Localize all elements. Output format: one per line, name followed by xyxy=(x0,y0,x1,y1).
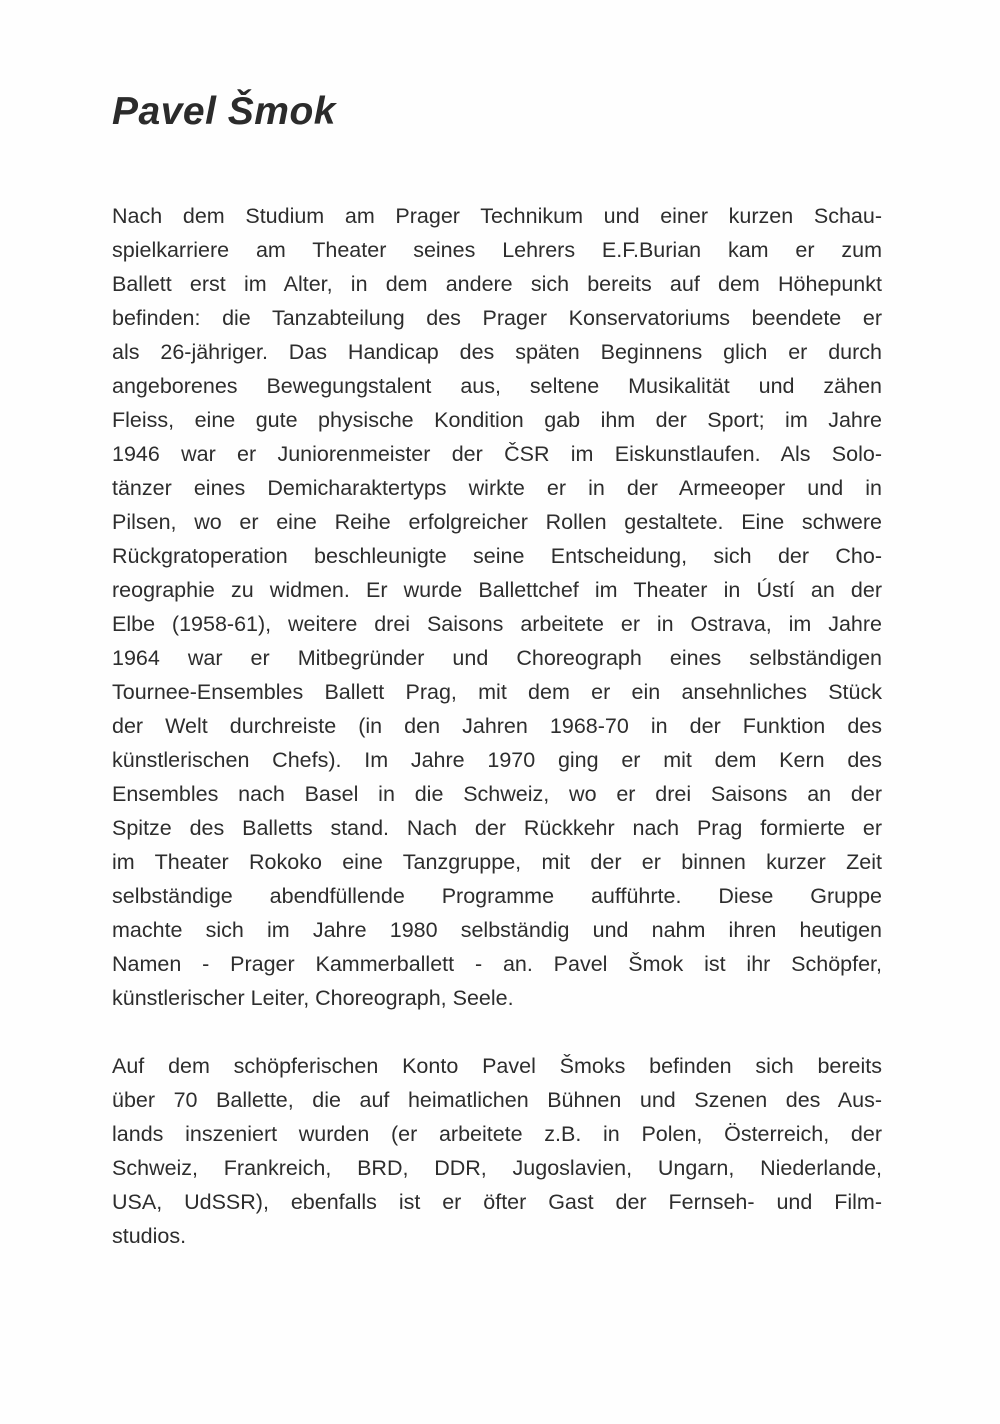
page-title: Pavel Šmok xyxy=(112,90,336,133)
text-line: der Welt durchreiste (in den Jahren 1968-70 in der Funktion des xyxy=(112,714,882,738)
text-line: Pilsen, wo er eine Reihe erfolgreicher Rollen gestaltete. Eine schwere xyxy=(112,510,882,534)
text-line: Nach dem Studium am Prager Technikum und einer kurzen Schau- xyxy=(112,204,882,228)
text-line: künstlerischer Leiter, Choreograph, Seele. xyxy=(112,986,514,1010)
text-line: 1946 war er Juniorenmeister der ČSR im Eiskunstlaufen. Als Solo- xyxy=(112,442,882,466)
text-line: reographie zu widmen. Er wurde Ballettchef im Theater in Ústí an der xyxy=(112,578,882,602)
text-line: Auf dem schöpferischen Konto Pavel Šmoks befinden sich bereits xyxy=(112,1054,882,1078)
text-line: USA, UdSSR), ebenfalls ist er öfter Gast der Fernseh- und Film- xyxy=(112,1190,882,1214)
text-line: Rückgratoperation beschleunigte seine Entscheidung, sich der Cho- xyxy=(112,544,882,568)
paragraph-works xyxy=(112,1049,882,1253)
text-line: über 70 Ballette, die auf heimatlichen Bühnen und Szenen des Aus- xyxy=(112,1088,882,1112)
text-line: Elbe (1958-61), weitere drei Saisons arbeitete er in Ostrava, im Jahre xyxy=(112,612,882,636)
text-line: Ensembles nach Basel in die Schweiz, wo er drei Saisons an der xyxy=(112,782,882,806)
text-line: künstlerischen Chefs). Im Jahre 1970 ging er mit dem Kern des xyxy=(112,748,882,772)
text-line: machte sich im Jahre 1980 selbständig und nahm ihren heutigen xyxy=(112,918,882,942)
text-line: im Theater Rokoko eine Tanzgruppe, mit der er binnen kurzer Zeit xyxy=(112,850,882,874)
text-line: Schweiz, Frankreich, BRD, DDR, Jugoslavien, Ungarn, Niederlande, xyxy=(112,1156,882,1180)
text-line: selbständige abendfüllende Programme aufführte. Diese Gruppe xyxy=(112,884,882,908)
text-line: befinden: die Tanzabteilung des Prager Konservatoriums beendete er xyxy=(112,306,882,330)
text-line: studios. xyxy=(112,1224,187,1248)
text-line: Fleiss, eine gute physische Kondition gab ihm der Sport; im Jahre xyxy=(112,408,882,432)
text-line: angeborenes Bewegungstalent aus, seltene Musikalität und zähen xyxy=(112,374,882,398)
text-line: Ballett erst im Alter, in dem andere sich bereits auf dem Höhepunkt xyxy=(112,272,882,296)
text-line: tänzer eines Demicharaktertyps wirkte er in der Armeeoper und in xyxy=(112,476,882,500)
text-line: Namen - Prager Kammerballett - an. Pavel Šmok ist ihr Schöpfer, xyxy=(112,952,882,976)
text-line: als 26-jähriger. Das Handicap des späten Beginnens glich er durch xyxy=(112,340,882,364)
text-line: spielkarriere am Theater seines Lehrers E.F.Burian kam er zum xyxy=(112,238,882,262)
text-line: lands inszeniert wurden (er arbeitete z.B. in Polen, Österreich, der xyxy=(112,1122,882,1146)
text-line: Spitze des Balletts stand. Nach der Rückkehr nach Prag formierte er xyxy=(112,816,882,840)
paragraph-biography xyxy=(112,199,882,1015)
text-line: 1964 war er Mitbegründer und Choreograph eines selbständigen xyxy=(112,646,882,670)
text-line: Tournee-Ensembles Ballett Prag, mit dem er ein ansehnliches Stück xyxy=(112,680,882,704)
